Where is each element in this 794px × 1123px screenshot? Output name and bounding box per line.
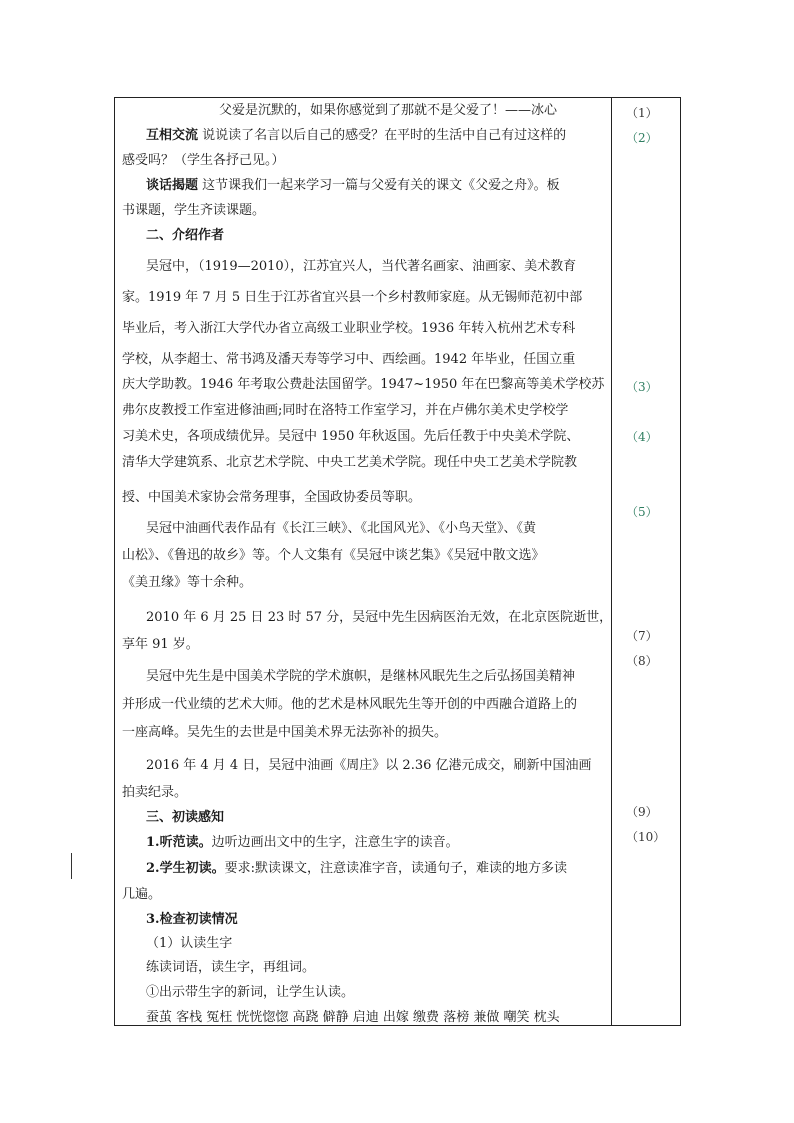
practice-line: 练读词语，读生字，再组词。 [146,960,316,975]
exchange-line-1 [146,128,566,144]
text-cursor [71,853,72,879]
bio-line: 毕业后，考入浙江大学代办省立高级工业职业学校。1936 年转入杭州艺术专科 [122,321,576,336]
section2-heading: 二、介绍作者 [146,228,225,243]
legacy-line: 并形成一代业绩的艺术大师。他的艺术是林风眠先生等开创的中西融合道路上的 [122,697,578,712]
exchange-line-2: 感受吗？（学生各抒己见。） [122,153,285,168]
bio-line: 学校，从李超士、常书鸿及潘天寿等学习中、西绘画。1942 年毕业，任国立重 [122,352,576,367]
auction-line: 2016 年 4 月 4 日，吴冠中油画《周庄》以 2.36 亿港元成交，刷新中国油画 [146,758,592,773]
death-line: 享年 91 岁。 [122,637,199,652]
exchange-text: 说说读了名言以后自己的感受？在平时的生活中自己有过这样的 [202,128,567,143]
bio-line: 家。1919 年 7 月 5 日生于江苏省宜兴县一个乡村教师家庭。从无锡师范初中部 [122,290,583,305]
works-line: 吴冠中油画代表作品有《长江三峡》、《北国风光》、《小鸟天堂》、《黄 [146,521,537,536]
auction-line: 拍卖纪录。 [122,785,188,800]
bio-line: 授、中国美术家协会常务理事，全国政协委员等职。 [122,490,422,505]
step1-line [146,835,459,851]
step1-text: 边听边画出文中的生字，注意生字的读音。 [211,835,459,850]
side-number: （1） [626,106,658,120]
side-number: （9） [626,805,658,819]
step2-line-2: 几遍。 [122,887,162,902]
works-line: 《美丑缘》等十余种。 [122,575,253,590]
intro-talk-line-2: 书课题，学生齐读课题。 [122,203,266,218]
legacy-line: 吴冠中先生是中国美术学院的学术旗帜，是继林风眠先生之后弘扬国美精神 [146,669,576,684]
step-number-column [612,98,682,1025]
side-number: （5） [626,505,658,519]
death-line: 2010 年 6 月 25 日 23 时 57 分，吴冠中先生因病医治无效，在北京医院逝世， [146,610,613,625]
step2-line-1 [146,861,567,877]
step3-heading: 3.检查初读情况 [146,912,238,927]
bio-line: 庆大学助教。1946 年考取公费赴法国留学。1947~1950 年在巴黎高等美术学校苏 [122,377,605,392]
side-number: （2） [626,131,658,145]
side-number: （7） [626,629,658,643]
bio-line: 习美术史，各项成绩优异。吴冠中 1950 年秋返国。先后任教于中央美术学院、 [122,429,580,444]
side-number: （10） [626,830,666,844]
quote-line: 父爱是沉默的，如果你感觉到了那就不是父爱了！——冰心 [219,103,558,118]
vocabulary-words: 蚕茧 客栈 冤枉 恍恍惚惚 高跷 僻静 启迪 出嫁 缴费 落榜 兼做 嘲笑 枕头 [146,1010,560,1025]
step2-text: 要求:默读课文，注意读准字音，读通句子，难读的地方多读 [224,861,567,876]
recognize-chars-heading: （1）认读生字 [146,936,233,951]
exchange-label: 互相交流 [146,128,199,143]
side-number: （3） [626,380,658,394]
side-number: （4） [626,430,658,444]
step1-label: 1.听范读。 [146,835,212,850]
legacy-line: 一座高峰。吴先生的去世是中国美术界无法弥补的损失。 [122,725,448,740]
intro-talk-label: 谈话揭题 [146,178,199,193]
bio-line: 清华大学建筑系、北京艺术学院、中央工艺美术学院。现任中央工艺美术学院教 [122,455,578,470]
step2-label: 2.学生初读。 [146,861,225,876]
section3-heading: 三、初读感知 [146,810,225,825]
instruction-line: ①出示带生字的新词，让学生认读。 [146,985,355,1000]
works-line: 山松》、《鲁迅的故乡》等。个人文集有《吴冠中谈艺集》《吴冠中散文选》 [122,548,545,563]
bio-line: 弗尔皮教授工作室进修油画;同时在洛特工作室学习，并在卢佛尔美术史学校学 [122,403,569,418]
bio-line: 吴冠中，（1919—2010），江苏宜兴人，当代著名画家、油画家、美术教育 [146,259,577,274]
side-number: （8） [626,654,658,668]
intro-talk-line-1 [146,178,560,194]
lesson-table [114,97,681,1026]
intro-talk-text: 这节课我们一起来学习一篇与父爱有关的课文《父爱之舟》。板 [202,178,560,193]
